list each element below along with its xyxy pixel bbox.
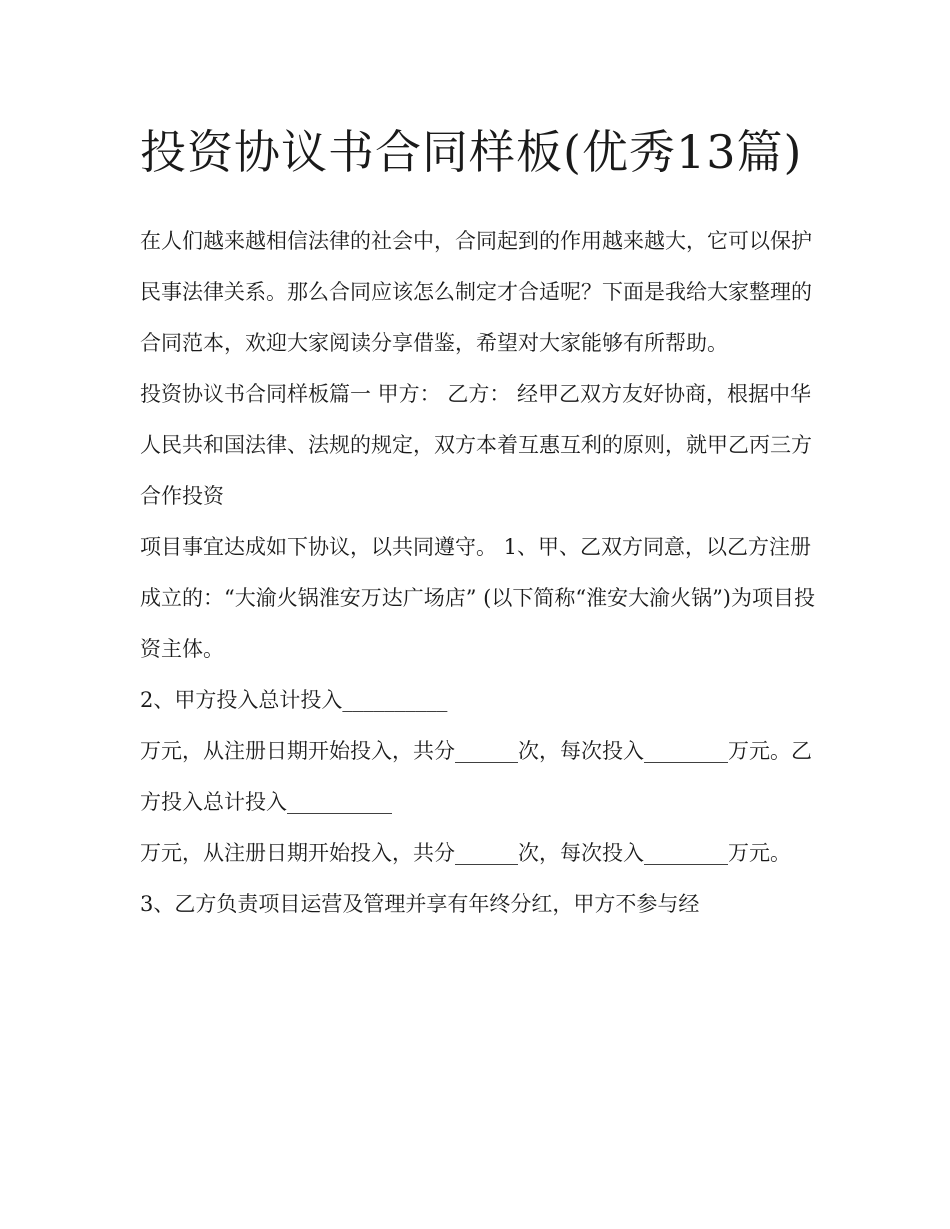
- paragraph-article-one: 投资协议书合同样板篇一 甲方： 乙方： 经甲乙双方友好协商，根据中华人民共和国法律、法规的规定，双方本着互惠互利的原则，就甲乙丙三方合作投资: [140, 382, 812, 508]
- paragraph-clause-3: 3、乙方负责项目运营及管理并享有年终分红，甲方不参与经: [140, 892, 700, 916]
- document-page: [140, 112, 815, 930]
- paragraph-clause-2: 2、甲方投入总计投入__________: [140, 688, 448, 712]
- paragraph-clause-1: 项目事宜达成如下协议，以共同遵守。 1、甲、乙双方同意，以乙方注册成立的：“大渝火锅淮安万达广场店” (以下简称“淮安大渝火锅”)为项目投资主体。: [140, 535, 816, 661]
- paragraph-intro: 在人们越来越相信法律的社会中，合同起到的作用越来越大，它可以保护民事法律关系。那么合同应该怎么制定才合适呢？下面是我给大家整理的合同范本，欢迎大家阅读分享借鉴，希望对大家能够有所帮助。: [140, 229, 812, 355]
- paragraph-clause-2-cont-b: 万元，从注册日期开始投入，共分______次，每次投入________万元。: [140, 841, 791, 865]
- paragraph-clause-2-cont: 万元，从注册日期开始投入，共分______次，每次投入________万元。乙方投入总计投入__________: [140, 739, 812, 814]
- document-title: 投资协议书合同样板(优秀13篇): [140, 125, 803, 179]
